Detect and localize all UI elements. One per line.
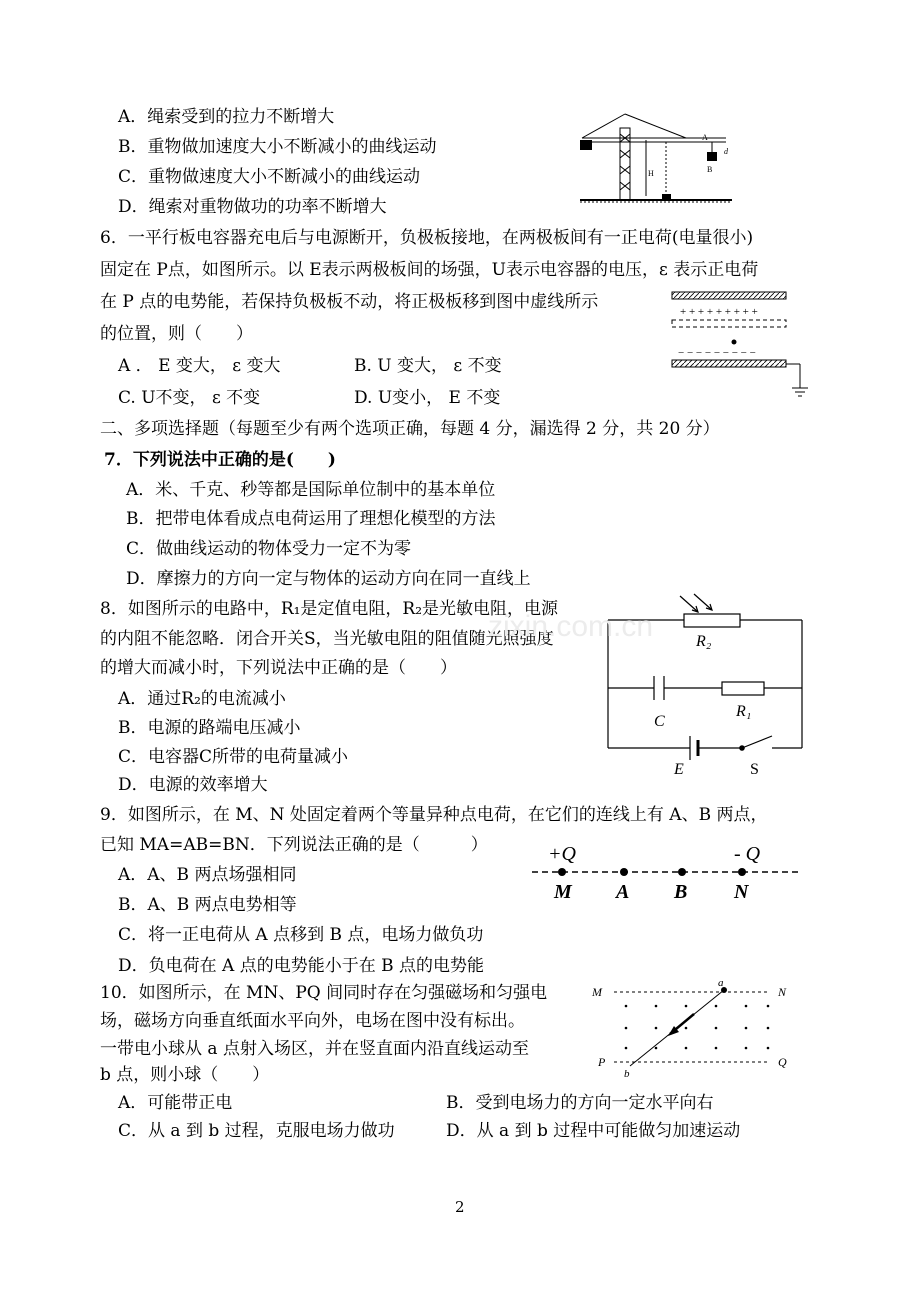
q6-stem-line4: 的位置，则（ ）: [100, 324, 253, 344]
crane-label-d: d: [724, 147, 728, 156]
label-minus-q: - Q: [734, 843, 761, 865]
label-a: a: [718, 978, 724, 989]
q10-option-d: D．从 a 到 b 过程中可能做匀加速运动: [446, 1121, 741, 1141]
positive-plate: [672, 292, 786, 299]
page-number: 2: [455, 1198, 465, 1216]
point-b: [678, 868, 686, 876]
label-n: N: [778, 985, 787, 999]
q9-option-c: C．将一正电荷从 A 点移到 B 点，电场力做负功: [118, 925, 484, 945]
label-p: P: [598, 1055, 606, 1069]
q6-stem-line1: 6．一平行板电容器充电后与电源断开，负极板接地，在两极板间有一正电荷(电量很小): [100, 228, 754, 248]
q6-option-b: B. U 变大， ε 不变: [354, 356, 502, 376]
capacitor-figure: [664, 288, 824, 400]
label-b: B: [674, 881, 688, 902]
q8-option-b: B．电源的路端电压减小: [118, 718, 301, 738]
point-a: [620, 868, 628, 876]
section-2-heading: 二、多项选择题（每题至少有两个选项正确，每题 4 分，漏选得 2 分，共 20 分）: [100, 419, 720, 439]
label-n: N: [734, 881, 749, 902]
q8-option-c: C．电容器C所带的电荷量减小: [118, 747, 349, 767]
watermark: zixin.com.cn: [488, 610, 654, 643]
plus-charges: + + + + + + + + +: [680, 306, 758, 318]
charge-p: [732, 340, 737, 345]
q7-option-d: D．摩擦力的方向一定与物体的运动方向在同一直线上: [126, 569, 531, 589]
label-e: E: [674, 761, 684, 778]
q7-option-b: B．把带电体看成点电荷运用了理想化模型的方法: [126, 509, 496, 529]
label-plus-q: +Q: [548, 843, 576, 865]
ground-symbol: [786, 364, 808, 396]
q9-option-b: B．A、B 两点电势相等: [118, 895, 297, 915]
q9-option-d: D．负电荷在 A 点的电势能小于在 B 点的电势能: [118, 956, 485, 976]
label-m: M: [592, 985, 602, 999]
q8-stem-line2: 的内阻不能忽略．闭合开关S，当光敏电阻的阻值随光照强度: [100, 629, 554, 649]
negative-plate: [672, 360, 786, 367]
q10-option-c: C．从 a 到 b 过程，克服电场力做功: [118, 1121, 395, 1141]
label-a: A: [616, 881, 630, 902]
field-figure: [590, 978, 800, 1078]
q9-option-a: A．A、B 两点场强相同: [118, 865, 297, 885]
q8-option-d: D．电源的效率增大: [118, 775, 268, 795]
q5-option-c: C．重物做速度大小不断减小的曲线运动: [118, 167, 421, 187]
minus-charges: − − − − − − − − −: [678, 347, 756, 359]
q8-stem-line3: 的增大而减小时，下列说法中正确的是（ ）: [100, 658, 457, 678]
q8-option-a: A．通过R₂的电流减小: [118, 689, 286, 709]
label-s: S: [750, 761, 759, 778]
q6-option-d: D. U变小， E 不变: [354, 388, 501, 408]
q10-stem-line1: 10．如图所示，在 MN、PQ 间同时存在匀强磁场和匀强电: [100, 983, 548, 1003]
label-r2: R₂: [696, 633, 712, 650]
q8-stem-line1: 8．如图所示的电路中，R₁是定值电阻，R₂是光敏电阻，电源: [100, 599, 559, 619]
q7-option-c: C．做曲线运动的物体受力一定不为零: [126, 539, 412, 559]
q6-option-a: A ． E 变大， ε 变大: [118, 356, 281, 376]
q6-stem-line3: 在 P 点的电势能，若保持负极板不动，将正极板移到图中虚线所示: [100, 292, 599, 312]
crane-label-a: A: [702, 133, 708, 142]
q9-stem-line2: 已知 MA=AB=BN．下列说法正确的是（ ）: [100, 835, 488, 855]
point-m: [558, 868, 566, 876]
label-r1: R₁: [736, 703, 752, 720]
q7-stem: 7．下列说法中正确的是( ): [104, 450, 336, 470]
q10-stem-line2: 场，磁场方向垂直纸面水平向外，电场在图中没有标出。: [100, 1011, 525, 1031]
q5-option-a: A．绳索受到的拉力不断增大: [118, 107, 335, 127]
q10-stem-line4: b 点，则小球（ ）: [100, 1065, 270, 1085]
label-q: Q: [778, 1055, 787, 1069]
label-m: M: [554, 881, 572, 902]
q9-stem-line1: 9．如图所示，在 M、N 处固定着两个等量异种点电荷，在它们的连线上有 A、B 两点，: [100, 805, 768, 825]
q7-option-a: A．米、千克、秒等都是国际单位制中的基本单位: [126, 480, 496, 500]
q10-option-b: B．受到电场力的方向一定水平向右: [446, 1093, 714, 1113]
q6-option-c: C. U不变， ε 不变: [118, 388, 261, 408]
q10-stem-line3: 一带电小球从 a 点射入场区，并在竖直面内沿直线运动至: [100, 1039, 529, 1059]
charges-figure: [530, 838, 805, 902]
label-c: C: [654, 713, 665, 730]
dashed-plate-position: [672, 320, 786, 327]
q10-option-a: A．可能带正电: [118, 1093, 233, 1113]
q6-stem-line2: 固定在 P点，如图所示。以 E表示两极板间的场强，U表示电容器的电压，ε 表示正电荷: [100, 260, 759, 280]
crane-label-h: H: [648, 169, 654, 178]
crane-label-b: B: [707, 165, 713, 174]
q5-option-b: B．重物做加速度大小不断减小的曲线运动: [118, 137, 437, 157]
point-n: [738, 868, 746, 876]
label-b: b: [624, 1068, 630, 1078]
q5-option-d: D．绳索对重物做功的功率不断增大: [118, 197, 387, 217]
crane-figure: [576, 110, 736, 206]
